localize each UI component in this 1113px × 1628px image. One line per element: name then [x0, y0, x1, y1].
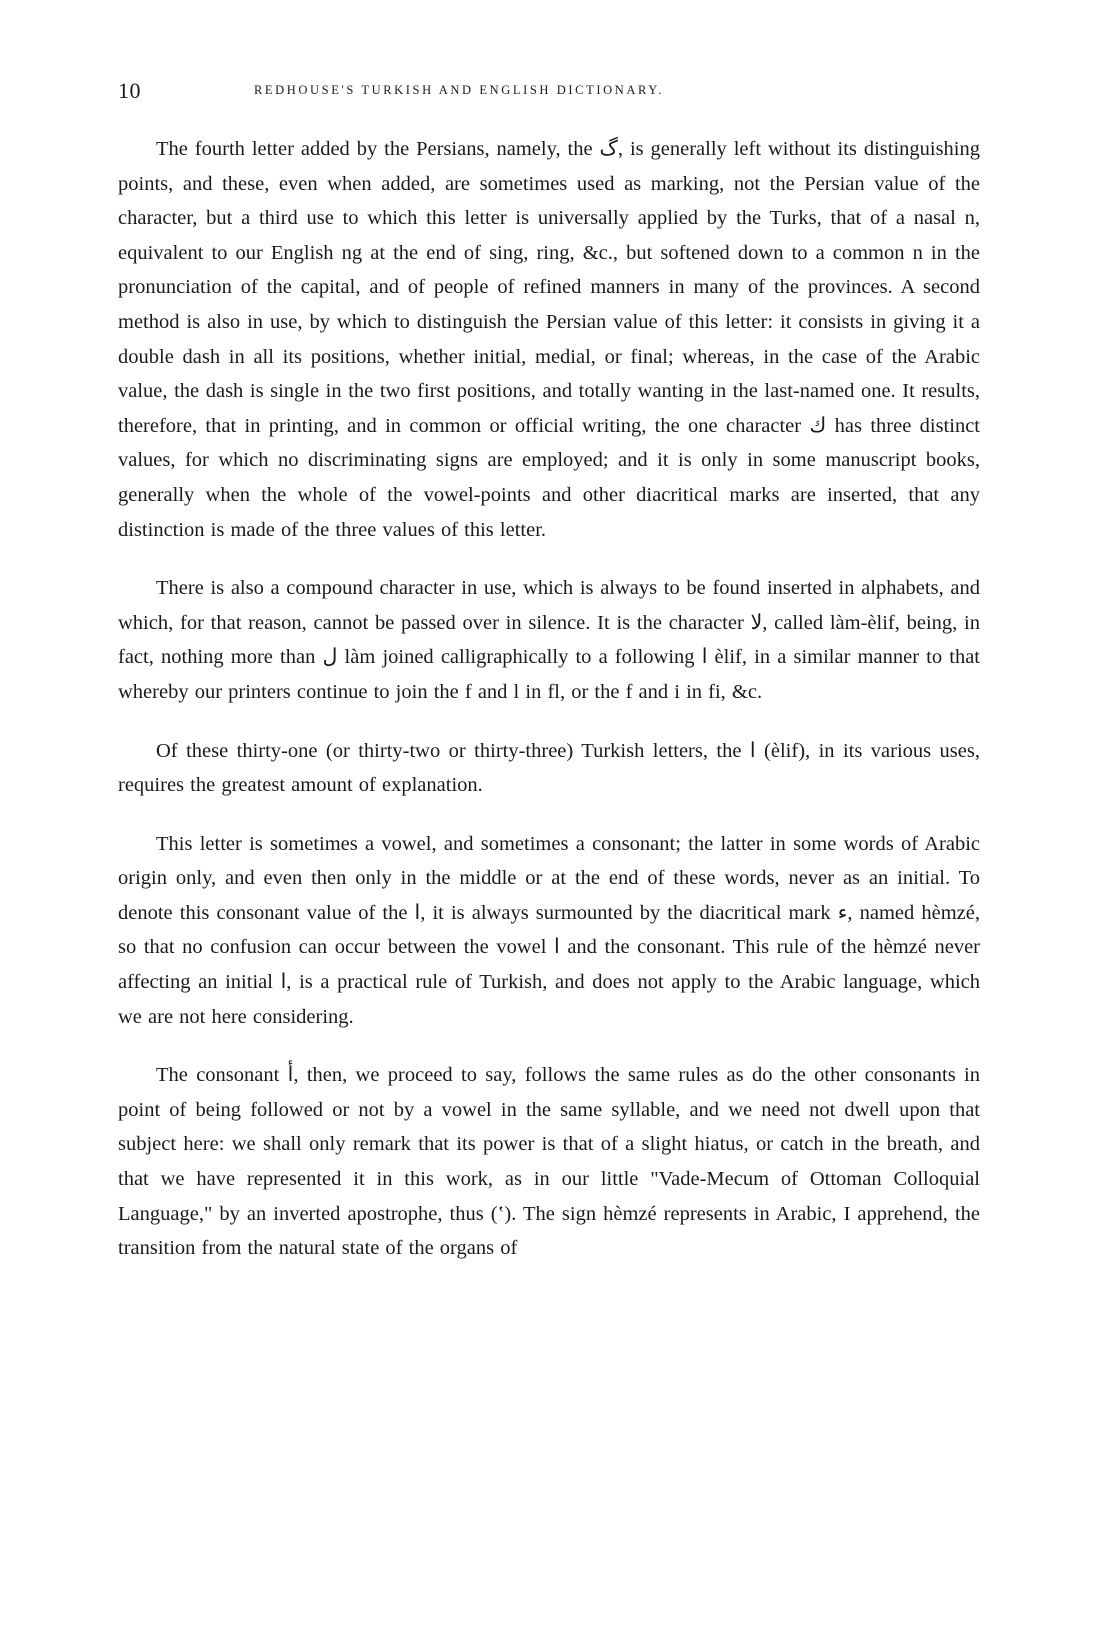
paragraph-elif-intro: Of these thirty-one (or thirty-two or thirty-three) Turkish letters, the ا (èlif), in its various uses, requires the greatest amount of explanation.	[118, 739, 980, 797]
page-body	[118, 132, 980, 1290]
paragraph-hemze: This letter is sometimes a vowel, and sometimes a consonant; the latter in some words of Arabic origin only, and even then only in the middle or at the end of these words, never as an initial. To denote this consonant value of the ا, it is always surmounted by the diacritical mark ء, named hèmzé, so that no confusion can occur between the vowel ا and the consonant. This rule of the hèmzé never affecting an initial ا, is a practical rule of Turkish, and does not apply to the Arabic language, which we are not here considering.	[118, 832, 980, 1028]
running-head: REDHOUSE'S TURKISH AND ENGLISH DICTIONARY.	[254, 83, 664, 97]
paragraph-lam-elif: There is also a compound character in use, which is always to be found inserted in alphabets, and which, for that reason, cannot be passed over in silence. It is the character لا, called làm-èlif, being, in fact, nothing more than ل làm joined calligraphically to a following ا èlif, in a similar manner to that whereby our printers continue to join the f and l in fl, or the f and i in fi, &c.	[118, 577, 981, 703]
paragraph-consonant-elif: The consonant أ, then, we proceed to say, follows the same rules as do the other consonants in point of being followed or not by a vowel in the same syllable, and we need not dwell upon that subject here: we shall only remark that its power is that of a slight hiatus, or catch in the breath, and that we have represented it in this work, as in our little "Vade-Mecum of Ottoman Colloquial Language," by an inverted apostrophe, thus (ʽ). The sign hèmzé represents in Arabic, I apprehend, the transition from the natural state of the organs of	[118, 1064, 980, 1260]
paragraph-persian-letter: The fourth letter added by the Persians, namely, the گ, is generally left without its distinguishing points, and these, even when added, are sometimes used as marking, not the Persian value of the character, but a third use to which this letter is universally applied by the Turks, that of a nasal n, equivalent to our English ng at the end of sing, ring, &c., but softened down to a common n in the pronunciation of the capital, and of people of refined manners in many of the provinces. A second method is also in use, by which to distinguish the Persian value of this letter: it consists in giving it a double dash in all its positions, whether initial, medial, or final; whereas, in the case of the Arabic value, the dash is single in the two first positions, and totally wanting in the last-named one. It results, therefore, that in printing, and in common or official writing, the one character ك has three distinct values, for which no discriminating signs are employed; and it is only in some manuscript books, generally when the whole of the vowel-points and other diacritical marks are inserted, that any distinction is made of the three values of this letter.	[118, 138, 981, 541]
page-header	[118, 78, 978, 102]
page-number: 10	[118, 78, 141, 103]
